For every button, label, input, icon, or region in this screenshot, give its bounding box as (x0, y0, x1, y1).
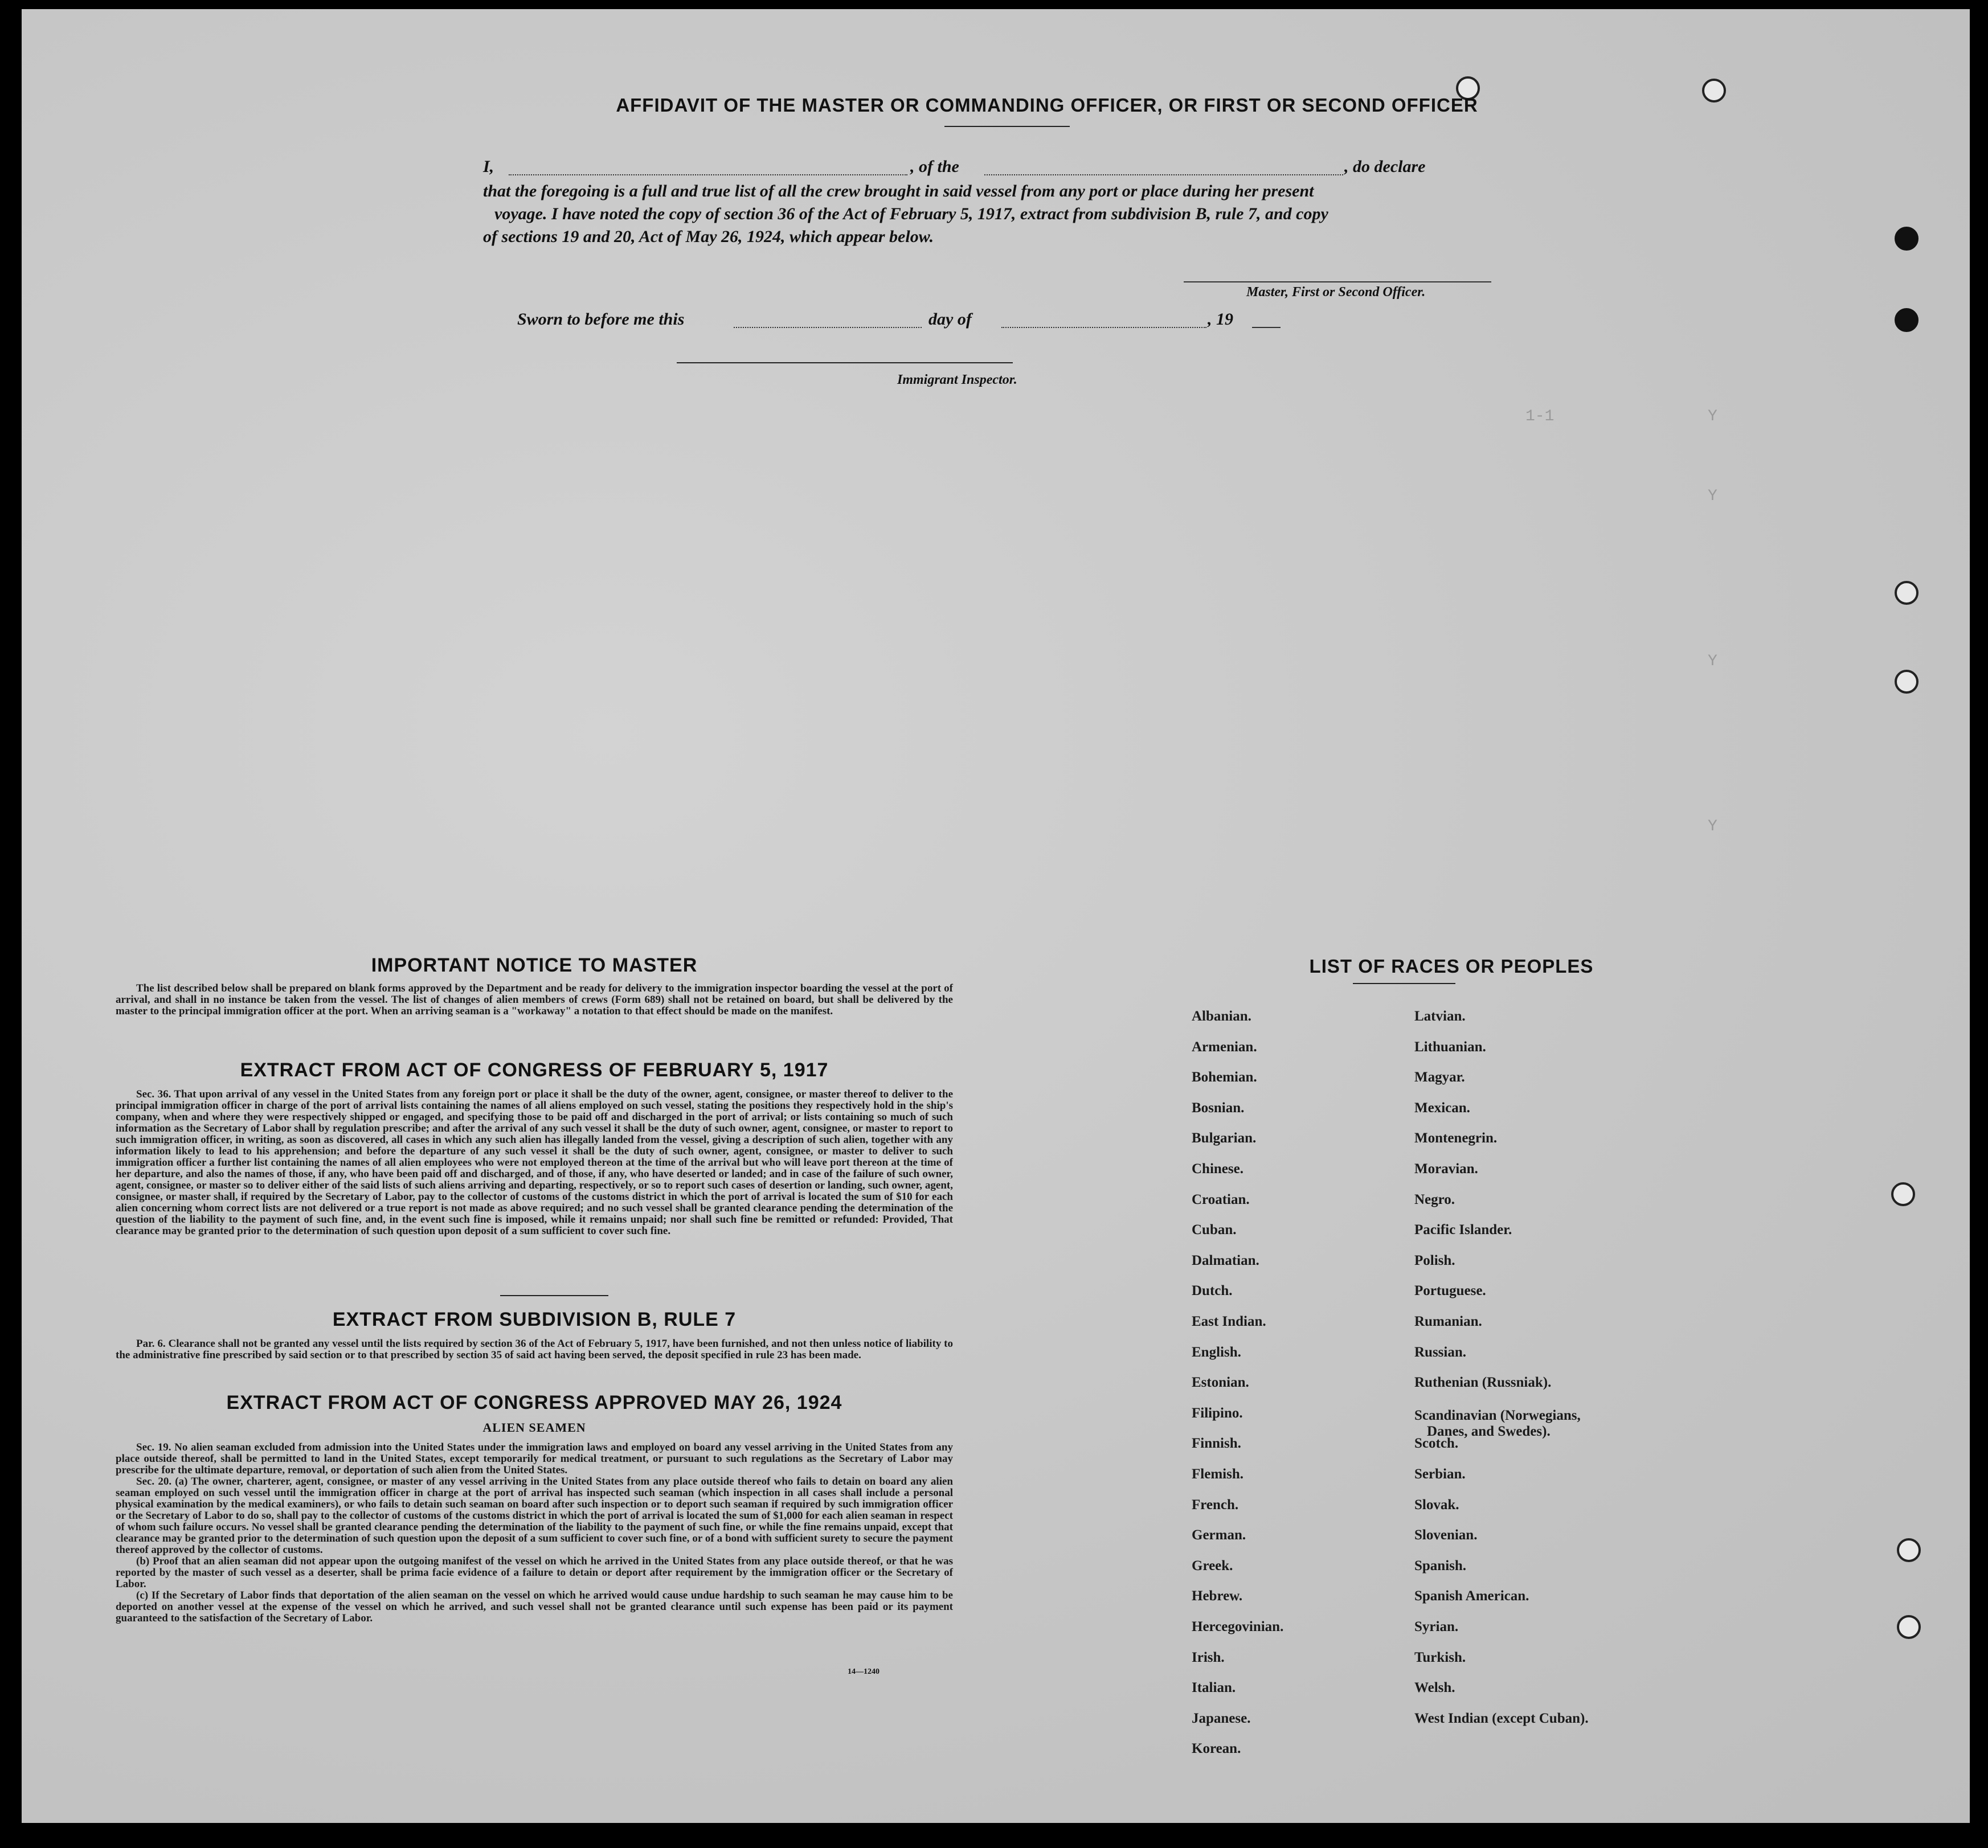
sworn-line (517, 310, 1315, 333)
race-item: Hebrew. (1192, 1588, 1243, 1604)
race-item: Welsh. (1414, 1680, 1455, 1696)
bleed-through-mark: Y (1708, 487, 1717, 505)
race-item: Spanish American. (1414, 1588, 1529, 1604)
notice-text (116, 983, 953, 1017)
race-item: Scotch. (1414, 1436, 1459, 1452)
sworn-day-blank (734, 327, 922, 328)
affidavit-line-4: of sections 19 and 20, Act of May 26, 1924, which appear below. (483, 227, 934, 246)
affidavit-line-3: voyage. I have noted the copy of section 36 of the Act of February 5, 1917, extract from subdivision B, rule 7, and copy (494, 204, 1328, 223)
form-number: 14—1240 (848, 1667, 880, 1676)
extract-1917-title: EXTRACT FROM ACT OF CONGRESS OF FEBRUARY 5, 1917 (240, 1059, 829, 1081)
race-item: Italian. (1192, 1680, 1236, 1696)
affidavit-line-2: that the foregoing is a full and true list of all the crew brought in said vessel from any port or place during her present (483, 182, 1314, 200)
race-item: Lithuanian. (1414, 1039, 1486, 1055)
punch-hole (1895, 581, 1919, 605)
section-20c-paragraph: (c) If the Secretary of Labor finds that deportation of the alien seaman on the vessel on which he arrived would cause undue hardship to such seaman he may cause him to be deported on another vessel at the expense of the vessel on which he arrived, and such vessel shall not be granted clearance until such expense has been paid or its payment guaranteed to the satisfaction of the Secretary of Labor. (116, 1589, 953, 1624)
race-item: Greek. (1192, 1558, 1233, 1574)
rule-7-paragraph: Par. 6. Clearance shall not be granted any vessel until the lists required by section 36 of the Act of February 5, 1917, have been furnished, and not then unless notice of liability to the administrative fine prescribed by said section or to that prescribed by section 35 of said act having been served, the deposit specified in rule 23 has been made. (116, 1338, 953, 1361)
affidavit-declaration-line (483, 157, 1554, 180)
race-item: Slovenian. (1414, 1527, 1478, 1543)
race-item: West Indian (except Cuban). (1414, 1710, 1589, 1726)
punch-hole (1895, 308, 1919, 332)
divider (1353, 983, 1455, 984)
punch-hole (1891, 1182, 1915, 1206)
extract-1917-text (116, 1089, 953, 1237)
race-item: Croatian. (1192, 1191, 1250, 1207)
inspector-signature-line (677, 362, 1013, 363)
race-item: Latvian. (1414, 1009, 1466, 1024)
race-item: Pacific Islander. (1414, 1222, 1512, 1238)
race-item: Montenegrin. (1414, 1130, 1498, 1146)
divider (944, 126, 1070, 127)
race-item: Syrian. (1414, 1619, 1459, 1634)
race-item: Spanish. (1414, 1558, 1467, 1574)
race-item: Danes, and Swedes). (1427, 1423, 1551, 1439)
race-item: Bulgarian. (1192, 1130, 1257, 1146)
race-item: Moravian. (1414, 1161, 1478, 1177)
affidavit-title: AFFIDAVIT OF THE MASTER OR COMMANDING OFFICER, OR FIRST OR SECOND OFFICER (616, 95, 1478, 116)
notice-paragraph: The list described below shall be prepared on blank forms approved by the Department and be ready for delivery to the immigration inspector boarding the vessel at the port of arrival, and shall in no instance be taken from the vessel. The list of changes of alien members of crews (Form 689) shall not be retained on board, but shall be delivered by the master to the principal immigration officer at the port. When an arriving seaman is a "workaway" a notation to that effect should be made on the manifest. (116, 982, 953, 1017)
punch-hole (1897, 1615, 1921, 1639)
signature-blank (1184, 281, 1491, 282)
race-item: German. (1192, 1527, 1246, 1543)
race-item: Scandinavian (Norwegians, (1414, 1407, 1581, 1423)
race-item: English. (1192, 1344, 1241, 1360)
divider (500, 1295, 608, 1296)
bleed-through-mark: Y (1708, 408, 1717, 425)
section-20a-paragraph: Sec. 20. (a) The owner, charterer, agent, consignee, or master of any vessel arriving in the United States from any place outside thereof who fails to detain on board any alien seaman employed on such vessel until the immigration officer in charge at the port of arrival has inspected such seaman (which inspection in all cases shall include a personal physical examination by the medical examiners), or who fails to detain such seaman on board after such inspection or to deport such seaman if required by such immigration officer or the Secretary of Labor to do so, shall pay to the collector of customs of the customs district in which the port of arrival is located the sum of $1,000 for each alien seaman in respect of whom such failure occurs. No vessel shall be granted clearance pending the determination of the liability to the payment of such fine, or while the fine remains unpaid, except that clearance may be granted prior to the determination of such question upon the deposit of a sum sufficient to cover such fine, or of a bond with sufficient surety to secure the payment thereof approved by the collector of customs. (116, 1476, 953, 1556)
race-item: Japanese. (1192, 1710, 1251, 1726)
race-item: Albanian. (1192, 1009, 1251, 1024)
race-item: Magyar. (1414, 1070, 1465, 1085)
race-item: Flemish. (1192, 1466, 1243, 1482)
race-item: Negro. (1414, 1191, 1455, 1207)
sworn-label: Sworn to before me this (517, 310, 685, 329)
race-item: Ruthenian (Russniak). (1414, 1375, 1552, 1391)
race-item: Bosnian. (1192, 1100, 1245, 1116)
race-item: Serbian. (1414, 1466, 1466, 1482)
year-label: , 19 (1208, 310, 1233, 329)
bleed-through-mark: Y (1708, 818, 1717, 835)
race-item: Rumanian. (1414, 1314, 1482, 1329)
section-19-paragraph: Sec. 19. No alien seaman excluded from admission into the United States under the immigration laws and employed on board any vessel arriving in the United States from any place outside thereof, shall be permitted to land in the United States, except temporarily for medical treatment, or pursuant to such regulations as the Secretary of Labor may prescribe for the ultimate departure, removal, or deportation of such alien from the United States. (116, 1441, 953, 1476)
punch-hole (1702, 79, 1726, 103)
race-item: Armenian. (1192, 1039, 1257, 1055)
sworn-month-blank (1001, 327, 1206, 328)
extract-1924-title: EXTRACT FROM ACT OF CONGRESS APPROVED MAY 26, 1924 (226, 1392, 842, 1413)
race-item: Filipino. (1192, 1405, 1243, 1421)
inspector-label: Immigrant Inspector. (897, 372, 1017, 387)
day-of-label: day of (928, 310, 972, 329)
rule-7-title: EXTRACT FROM SUBDIVISION B, RULE 7 (332, 1309, 737, 1330)
section-36-paragraph: Sec. 36. That upon arrival of any vessel in the United States from any foreign port or place it shall be the duty of the owner, agent, consignee, or master thereof to deliver to the principal immigration officer in charge of the port of arrival lists containing the names of all aliens employed on such vessel, stating the positions they respectively hold in the ship's company, when and where they were respectively shipped or engaged, and specifying those to be paid off and discharged in the port of arrival; or lists containing so much of such information as the Secretary of Labor shall by regulation prescribe; and after the arrival of any such vessel it shall be the duty of such owner, agent, consignee, or master to report to such immigration officer, in writing, as soon as discovered, all cases in which any such alien has illegally landed from the vessel, giving a description of such alien, together with any information likely to lead to his apprehension; and before the departure of any such vessel it shall be the duty of such owner, agent, consignee, or master to deliver to such immigration officer a further list containing the names of all alien employees who were not employed thereon at the time of the arrival but who will leave port thereon at the time of her departure, and also the names of those, if any, who have been paid off and discharged, and of those, if any, who have deserted or landed; and in case of the failure of such owner, agent, consignee, or master so to deliver either of the said lists of such aliens arriving and departing, respectively, or so to report such cases of desertion or landing, such owner, agent, consignee, or master shall, if required by the Secretary of Labor, pay to the collector of customs of the customs district in which the port of arrival is located the sum of $10 for each alien concerning whom correct lists are not delivered or a true report is not made as above required; and no such vessel shall be granted clearance pending the determination of the question of the liability to the payment of such fine, and, in the event such fine is imposed, while it remains unpaid; nor shall such fine be remitted or refunded: Provided, That clearance may be granted prior to the determination of such question upon deposit of a sum sufficient to cover such fine. (116, 1088, 953, 1237)
race-item: Mexican. (1414, 1100, 1470, 1116)
year-blank (1252, 327, 1281, 328)
race-item: French. (1192, 1497, 1239, 1513)
section-20b-paragraph: (b) Proof that an alien seaman did not appear upon the outgoing manifest of the vessel on which he arrived in the United States from any place outside thereof, or that he was reported by the master of such vessel as a deserter, shall be prima facie evidence of a failure to detain or deport after requirement by the immigration officer or the Secretary of Labor. (116, 1555, 953, 1590)
notice-title: IMPORTANT NOTICE TO MASTER (371, 954, 698, 976)
document-page (22, 9, 1970, 1823)
race-item: Slovak. (1414, 1497, 1459, 1513)
race-item: Hercegovinian. (1192, 1619, 1284, 1634)
races-title: LIST OF RACES OR PEOPLES (1309, 956, 1594, 977)
vessel-blank (984, 174, 1343, 175)
race-item: Finnish. (1192, 1436, 1241, 1452)
i-label: I, (483, 157, 494, 176)
race-item: East Indian. (1192, 1314, 1266, 1329)
race-item: Dutch. (1192, 1283, 1233, 1299)
race-item: Dalmatian. (1192, 1252, 1259, 1268)
bleed-through-mark: 1-1 (1525, 408, 1555, 425)
of-the-label: , of the (910, 157, 959, 176)
race-item: Irish. (1192, 1649, 1225, 1665)
do-declare-label: , do declare (1344, 157, 1426, 176)
race-item: Turkish. (1414, 1649, 1466, 1665)
punch-hole (1895, 670, 1919, 694)
extract-1924-text (116, 1442, 953, 1624)
alien-seamen-subtitle: ALIEN SEAMEN (482, 1420, 586, 1435)
race-item: Russian. (1414, 1344, 1467, 1360)
race-item: Polish. (1414, 1252, 1455, 1268)
race-item: Cuban. (1192, 1222, 1237, 1238)
rule-7-text (116, 1338, 953, 1361)
punch-hole (1895, 227, 1919, 251)
race-item: Portuguese. (1414, 1283, 1486, 1299)
race-item: Chinese. (1192, 1161, 1243, 1177)
race-item: Korean. (1192, 1741, 1241, 1757)
race-item: Estonian. (1192, 1375, 1249, 1391)
punch-hole (1897, 1538, 1921, 1562)
signature-label: Master, First or Second Officer. (1246, 285, 1426, 300)
race-item: Bohemian. (1192, 1070, 1257, 1085)
name-blank (509, 174, 907, 175)
bleed-through-mark: Y (1708, 653, 1717, 670)
